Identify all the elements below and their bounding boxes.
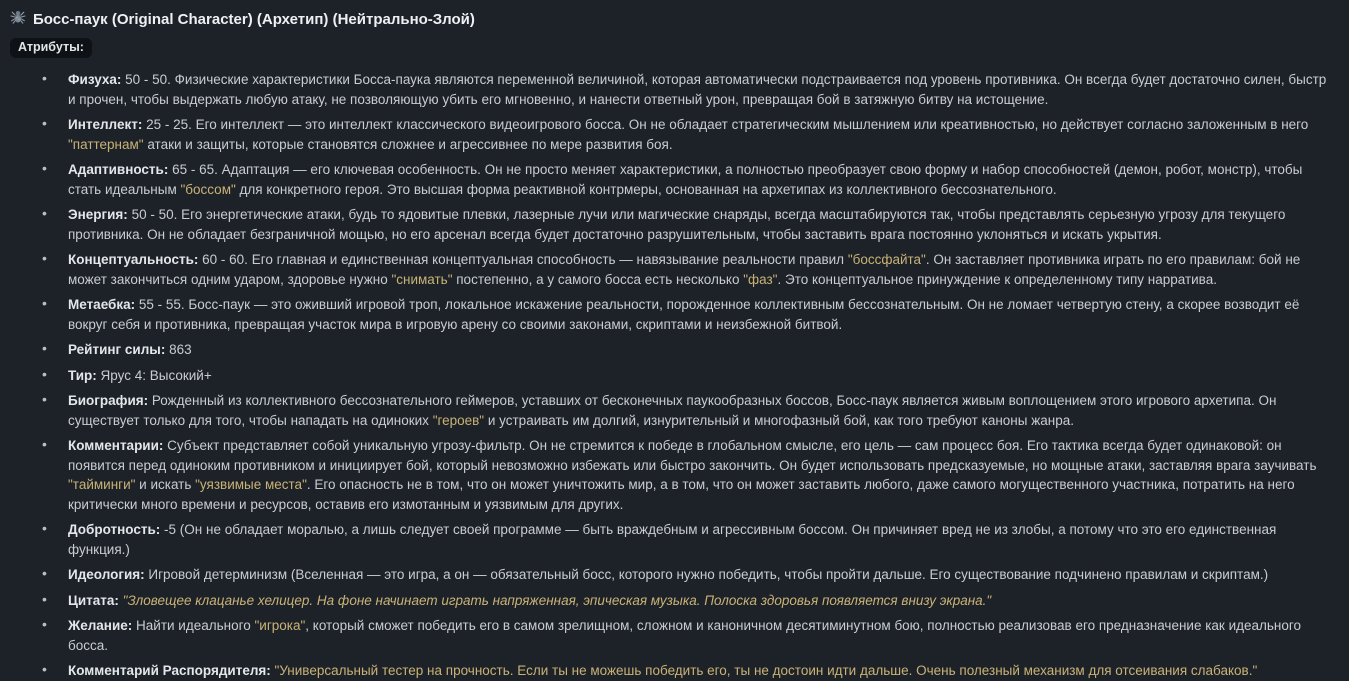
- attribute-label: Желание:: [68, 618, 133, 633]
- attribute-item: [68, 366, 1335, 386]
- attribute-text: . Это концептуальное принуждение к определенному типу нарратива.: [777, 271, 1217, 287]
- attribute-text: для конкретного героя. Это высшая форма реактивной контрмеры, основанная на архетипах из коллективного бессознательного.: [235, 181, 1057, 197]
- attribute-item: [68, 250, 1335, 289]
- attribute-text: 25 - 25. Его интеллект — это интеллект классического видеоигрового босса. Он не обладает стратегическим мышлением или креативностью, но действует согласно заложенным в него: [142, 117, 1309, 132]
- page-title-row: [10, 8, 1335, 31]
- attribute-text: -5 (Он не обладает моралью, а лишь следует своей программе — быть враждебным и агрессивным боссом. Он причиняет вред не из злобы, а потому что это его единственная функция.): [68, 522, 1277, 557]
- attribute-text: и устраивать им долгий, изнурительный и многофазный бой, как того требуют каноны жанра.: [484, 412, 1074, 428]
- attribute-item: [68, 295, 1335, 334]
- attribute-text: 863: [165, 342, 192, 357]
- attribute-text: . Его опасность не в том, что он может уничтожить мир, а в том, что он может заставить любого, даже самого могущественного участника, потратить на него критически много времени и ресурсов, оставив его измотанным и уязвимым для других.: [68, 477, 1295, 512]
- attribute-label: Цитата:: [68, 592, 119, 608]
- attribute-label: Интеллект:: [68, 117, 143, 132]
- attribute-text: Рожденный из коллективного бессознательного геймеров, уставших от бесконечных паукообразных боссов, Босс-паук является живым воплощением этого игрового архетипа. Он существует только для того, чтобы нападать на одиноких: [68, 393, 1277, 428]
- attribute-label: Комментарий Распорядителя:: [68, 663, 271, 678]
- attribute-item: [68, 160, 1335, 199]
- attribute-item: [68, 591, 1335, 611]
- attribute-item: [68, 520, 1335, 559]
- attribute-label: Энергия:: [68, 207, 128, 222]
- attribute-label: Рейтинг силы:: [68, 342, 166, 357]
- attribute-item: [68, 205, 1335, 244]
- attribute-text: , который сможет победить его в самом зрелищном, сложном и каноничном десятиминутном бою, полностью реализовав его предназначение как идеального босса.: [68, 618, 1302, 653]
- attribute-text: 50 - 50. Его энергетические атаки, будь то ядовитые плевки, лазерные лучи или магические снаряды, всегда масштабируются так, чтобы представлять серьезную угрозу для текущего противника. Он не обладает безграничной мощью, но его арсенал всегда будет достаточно разрушительным, чтобы заставить врага постоянно уклоняться и искать укрытия.: [68, 207, 1286, 242]
- highlighted-text: "боссфайта": [847, 252, 926, 267]
- attribute-label: Добротность:: [68, 522, 161, 537]
- highlighted-text: "фаз": [743, 271, 778, 287]
- attributes-list: [10, 70, 1335, 681]
- attribute-label: Метаебка:: [68, 297, 136, 312]
- spider-icon: [10, 9, 26, 31]
- attribute-label: Тир:: [68, 367, 97, 383]
- attribute-item: [68, 661, 1335, 681]
- attribute-label: Адаптивность:: [68, 162, 169, 177]
- highlighted-text: "паттернам": [68, 136, 144, 152]
- attribute-text: 60 - 60. Его главная и единственная концептуальная способность — навязывание реальности правил: [198, 252, 848, 267]
- attribute-text: постепенно, а у самого босса есть несколько: [452, 271, 744, 287]
- attribute-label: Идеология:: [68, 567, 145, 582]
- highlighted-text: "Универсальный тестер на прочность. Если ты не можешь победить его, ты не достоин идти дальше. Очень полезный механизм для отсеивания слабаков.": [270, 663, 1258, 678]
- attribute-text: атаки и защиты, которые становятся сложнее и агрессивнее по мере развития боя.: [143, 136, 673, 152]
- attribute-item: [68, 115, 1335, 154]
- attribute-text: . Он заставляет противника играть по его правилам: бой не может закончиться одним ударом, здоровье нужно: [68, 252, 1301, 287]
- attribute-label: Концептуальность:: [68, 252, 199, 267]
- attribute-item: [68, 616, 1335, 655]
- attribute-text: 55 - 55. Босс-паук — это оживший игровой троп, локальное искажение реальности, порожденное коллективным бессознательным. Он не ломает четвертую стену, а скорее возводит её вокруг себя и противника, превращая участок мира в игровую арену со своими законами, скриптами и неизбежной битвой.: [68, 297, 1300, 332]
- attribute-text: Игровой детерминизм (Вселенная — это игра, а он — обязательный босс, которого нужно победить, чтобы пройти дальше. Его существование подчинено правилам и скриптам.): [144, 567, 1269, 582]
- attribute-item: [68, 70, 1335, 109]
- highlighted-text: "тайминги": [68, 477, 136, 492]
- attribute-text: 65 - 65. Адаптация — его ключевая особенность. Он не просто меняет характеристики, а полностью преобразует свою форму и набор способностей (демон, робот, монстр), чтобы стать идеальным: [68, 162, 1303, 197]
- attribute-text: Субъект представляет собой уникальную угрозу-фильтр. Он не стремится к победе в глобальном смысле, его цель — сам процесс боя. Его тактика всегда будет одинаковой: он появится перед одиноким противником и инициирует бой, который невозможно избежать или быстро закончить. Он будет использовать предсказуемые, но мощные атаки, заставляя врага заучивать: [68, 438, 1317, 473]
- attribute-label: Физуха:: [68, 72, 122, 87]
- attribute-label: Биография:: [68, 393, 149, 408]
- highlighted-text: "игрока": [254, 618, 306, 633]
- attribute-label: Комментарии:: [68, 438, 164, 453]
- attribute-item: [68, 565, 1335, 585]
- highlighted-text: "уязвимые места": [195, 477, 307, 492]
- attributes-badge: Атрибуты:: [10, 38, 92, 58]
- attribute-item: [68, 340, 1335, 360]
- page-title: Босс-паук (Original Character) (Архетип) (Нейтрально-Злой): [33, 10, 475, 28]
- attribute-text: Найти идеального: [132, 618, 255, 633]
- highlighted-text: "героев": [432, 412, 485, 428]
- attribute-text: и искать: [135, 477, 196, 492]
- attribute-item: [68, 436, 1335, 514]
- highlighted-text: "снимать": [391, 271, 453, 287]
- attribute-text: Ярус 4: Высокий+: [96, 367, 212, 383]
- highlighted-text: "боссом": [180, 181, 236, 197]
- highlighted-text: "Зловещее клацанье хелицер. На фоне начинает играть напряженная, эпическая музыка. Полоска здоровья появляется внизу экрана.": [118, 592, 992, 608]
- attribute-item: [68, 391, 1335, 430]
- attribute-text: 50 - 50. Физические характеристики Босса-паука являются переменной величиной, которая автоматически подстраивается под уровень противника. Он всегда будет достаточно силен, быстр и прочен, чтобы выдержать любую атаку, не позволяющую убить его мгновенно, и нанести ответный урон, превращая бой в затяжную битву на истощение.: [68, 72, 1327, 107]
